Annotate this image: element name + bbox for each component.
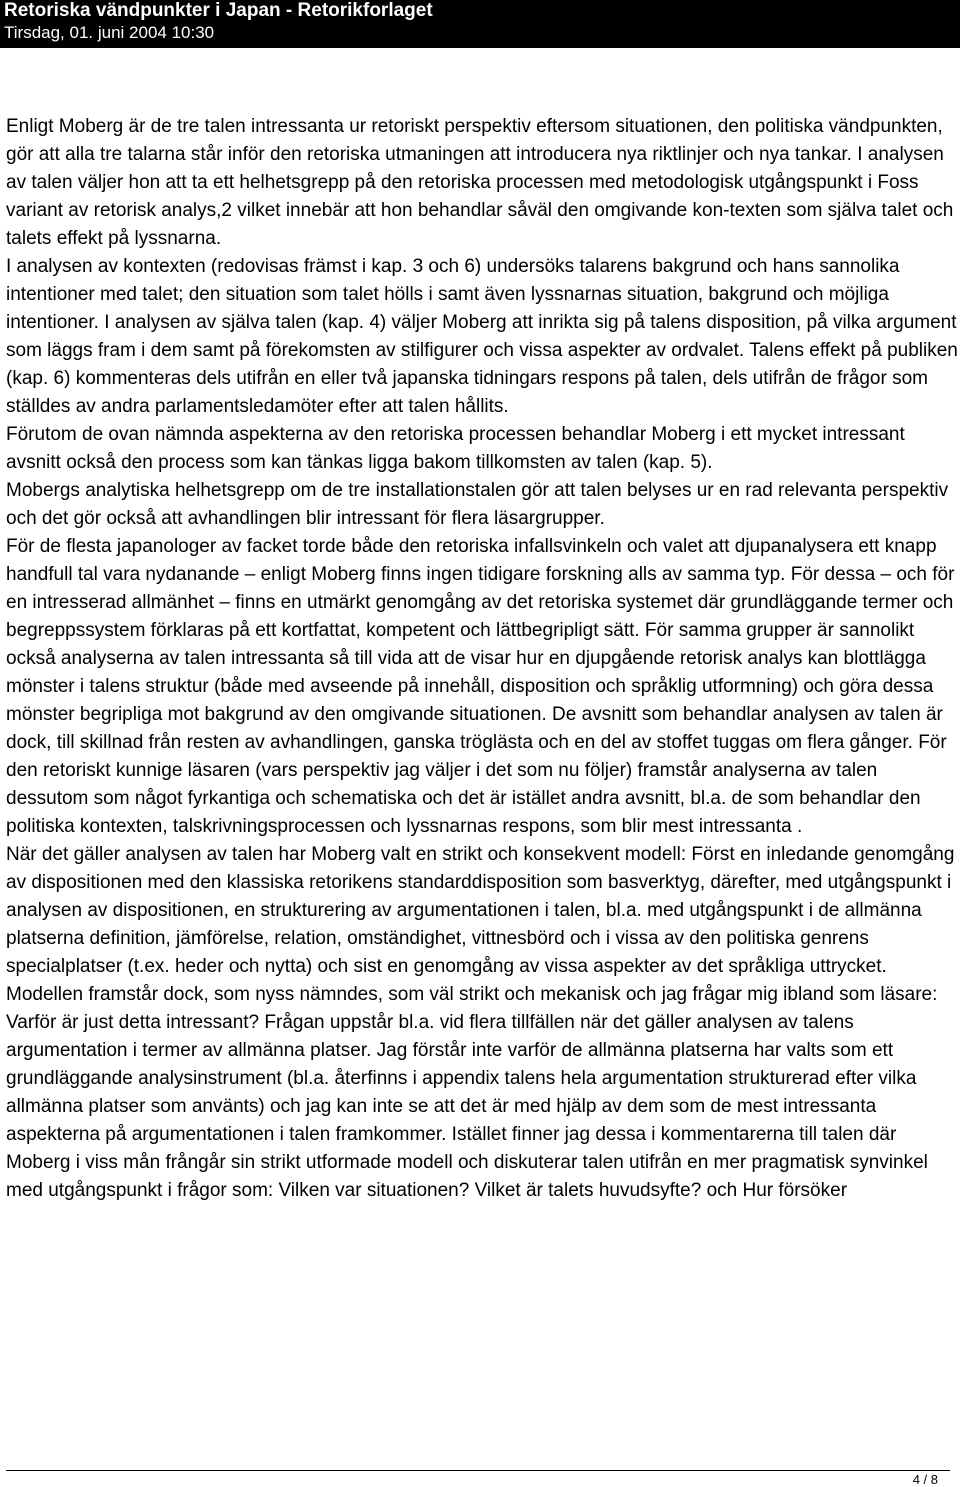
page-number: 4 / 8 [912,1472,938,1487]
document-date: Tirsdag, 01. juni 2004 10:30 [4,23,215,42]
page-header [0,0,960,48]
document-title: Retoriska vändpunkter i Japan - Retorikforlaget [4,0,433,21]
paragraph: Förutom de ovan nämnda aspekterna av den retoriska processen behandlar Moberg i ett mycket intressant avsnitt också den process som kan tänkas ligga bakom tillkomsten av talen (kap. 5). [6,424,905,473]
footer-divider [6,1470,950,1471]
paragraph: Enligt Moberg är de tre talen intressanta ur retoriskt perspektiv eftersom situationen, den politiska vändpunkten, gör att alla tre talarna står inför den retoriska utmaningen att introducera nya riktlinjer och nya tankar. I analysen av talen väljer hon att ta ett helhetsgrepp på den retoriska processen med metodologisk utgångspunkt i Foss variant av retorisk analys,2 vilket innebär att hon behandlar såväl den omgivande kon-texten som själva talet och talets effekt på lyssnarna. [6,116,954,249]
paragraph: För de flesta japanologer av facket torde både den retoriska infallsvinkeln och valet att djupanalysera ett knapp handfull tal vara nydanande – enligt Moberg finns ingen tidigare forskning alls av samma typ. För dessa – och för en intresserad allmänhet – finns en utmärkt genomgång av det retoriska systemet där grundläggande termer och begreppssystem förklaras på ett kortfattat, kompetent och lättbegripligt sätt. För samma grupper är sannolikt också analyserna av talen intressanta så till vida att de visar hur en djupgående retorisk analys kan blottlägga mönster i talens struktur (både med avseende på innehåll, disposition och språklig utformning) och göra dessa mönster begripliga mot bakgrund av den omgivande situationen. De avsnitt som behandlar analysen av talen är dock, till skillnad från resten av avhandlingen, ganska tröglästa och en del av stoffet tuggas om flera gånger. För den retoriskt kunnige läsaren (vars perspektiv jag väljer i det som nu följer) framstår analyserna av talen dessutom som något fyrkantiga och schematiska och det är istället andra avsnitt, bl.a. de som behandlar den politiska kontexten, talskrivningsprocessen och lyssnarnas respons, som blir mest intressanta . [6,536,955,837]
paragraph: I analysen av kontexten (redovisas främst i kap. 3 och 6) undersöks talarens bakgrund och hans sannolika intentioner med talet; den situation som talet hölls i samt även lyssnarnas situation, bakgrund och möjliga intentioner. I analysen av själva talen (kap. 4) väljer Moberg att inrikta sig på talens disposition, på vilka argument som läggs fram i dem samt på förekomsten av stilfigurer och vissa aspekter av ordvalet. Talens effekt på publiken (kap. 6) kommenteras dels utifrån en eller två japanska tidningars respons på talen, dels utifrån de frågor som ställdes av andra parlamentsledamöter efter att talen hållits. [6,256,958,417]
paragraph: Modellen framstår dock, som nyss nämndes, som väl strikt och mekanisk och jag frågar mig ibland som läsare: Varför är just detta intressant? Frågan uppstår bl.a. vid flera tillfällen när det gäller analysen av talens argumentation i termer av allmänna platser. Jag förstår inte varför de allmänna platserna har valts som ett grundläggande analysinstrument (bl.a. återfinns i appendix talens hela argumentation strukturerad efter vilka allmänna platser som använts) och jag kan inte se att det är med hjälp av dem som de mest intressanta aspekterna på argumentationen i talen framkommer. Istället finner jag dessa i kommentarerna till talen där Moberg i viss mån frångår sin strikt utformade modell och diskuterar talen utifrån en mer pragmatisk synvinkel med utgångspunkt i frågor som: Vilken var situationen? Vilket är talets huvudsyfte? och Hur försöker [6,984,938,1201]
article-body [6,113,958,1205]
paragraph: När det gäller analysen av talen har Moberg valt en strikt och konsekvent modell: Först en inledande genomgång av dispositionen med den klassiska retorikens standarddisposition som basverktyg, därefter, med utgångspunkt i analysen av dispositionen, en strukturering av argumentationen i talen, bl.a. med utgångspunkt i de allmänna platserna definition, jämförelse, relation, omständighet, vittnesbörd och i vissa av den politiska genrens specialplatser (t.ex. heder och nytta) och sist en genomgång av vissa aspekter av det språkliga uttrycket. [6,844,955,977]
paragraph: Mobergs analytiska helhetsgrepp om de tre installationstalen gör att talen belyses ur en rad relevanta perspektiv och det gör också att avhandlingen blir intressant för flera läsargrupper. [6,480,949,529]
